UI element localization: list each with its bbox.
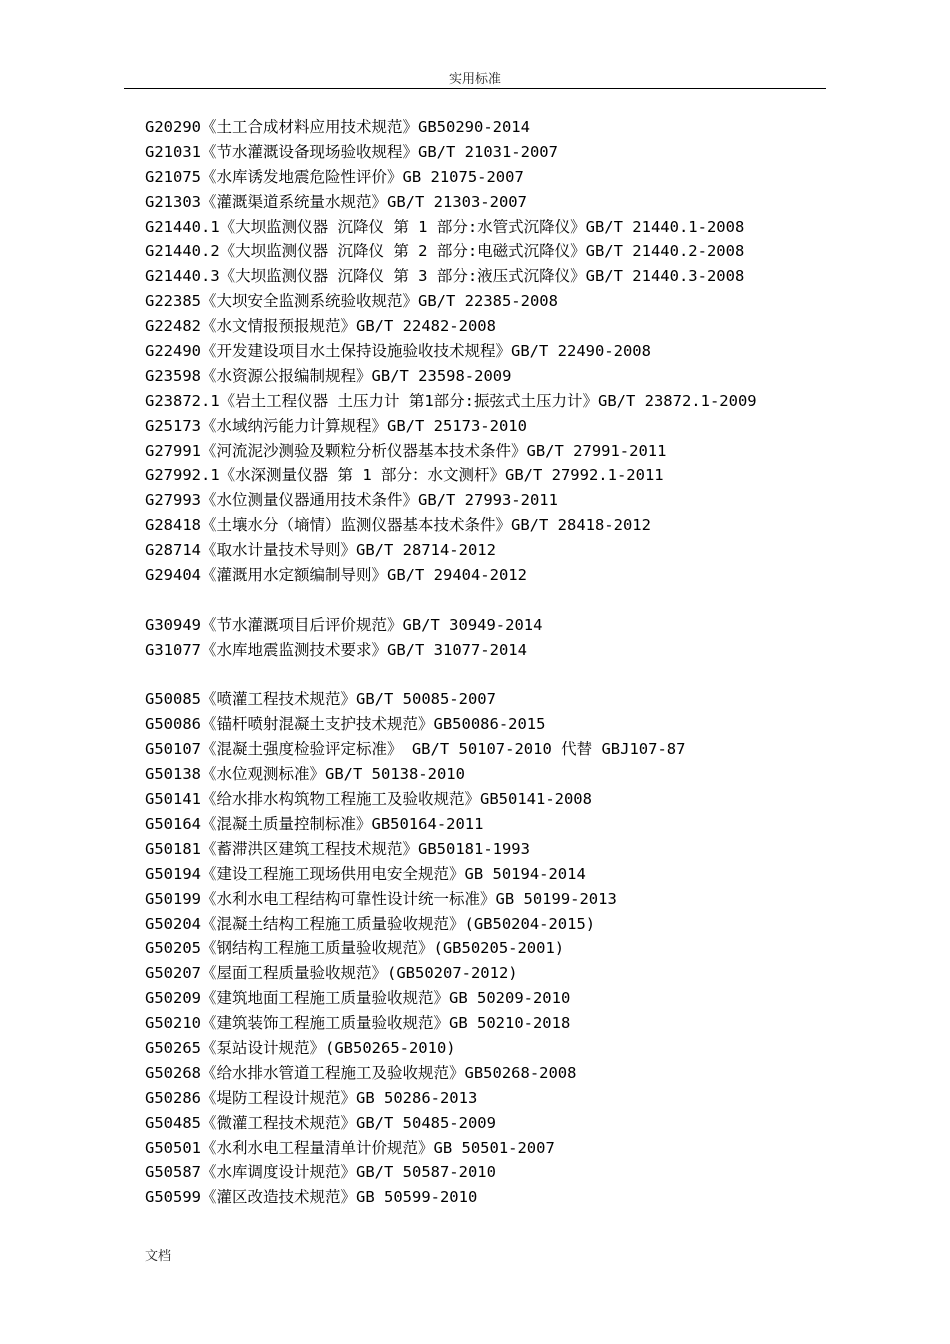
standard-entry: G23872.1《岩土工程仪器 土压力计 第1部分:振弦式土压力计》GB/T 23872.1-2009	[145, 391, 757, 410]
page-header-title: 实用标准	[448, 72, 501, 87]
standard-entry: G50587《水库调度设计规范》GB/T 50587-2010	[145, 1163, 496, 1182]
standard-entry: G50194《建设工程施工现场供用电安全规范》GB 50194-2014	[145, 864, 586, 883]
standard-entry: G21440.1《大坝监测仪器 沉降仪 第 1 部分:水管式沉降仪》GB/T 21440.1-2008	[145, 217, 745, 236]
standard-entry: G21303《灌溉渠道系统量水规范》GB/T 21303-2007	[145, 192, 527, 211]
standard-entry: G50164《混凝土质量控制标准》GB50164-2011	[145, 814, 484, 833]
standard-entry: G50599《灌区改造技术规范》GB 50599-2010	[145, 1188, 478, 1207]
standard-entry: G27993《水位测量仪器通用技术条件》GB/T 27993-2011	[145, 491, 558, 510]
standard-entry: G50138《水位观测标准》GB/T 50138-2010	[145, 765, 465, 784]
group-spacer	[145, 663, 835, 688]
standard-entry: G50209《建筑地面工程施工质量验收规范》GB 50209-2010	[145, 989, 571, 1008]
standard-entry: G30949《节水灌溉项目后评价规范》GB/T 30949-2014	[145, 615, 543, 634]
group-spacer	[145, 588, 835, 613]
standard-entry: G21075《水库诱发地震危险性评价》GB 21075-2007	[145, 167, 524, 186]
standard-entry: G50485《微灌工程技术规范》GB/T 50485-2009	[145, 1113, 496, 1132]
standard-entry: G50181《蓄滞洪区建筑工程技术规范》GB50181-1993	[145, 839, 530, 858]
standard-entry: G21031《节水灌溉设备现场验收规程》GB/T 21031-2007	[145, 142, 558, 161]
standard-entry: G50199《水利水电工程结构可靠性设计统一标准》GB 50199-2013	[145, 889, 617, 908]
standard-entry: G22490《开发建设项目水土保持设施验收技术规程》GB/T 22490-2008	[145, 342, 651, 361]
standard-entry: G27991《河流泥沙测验及颗粒分析仪器基本技术条件》GB/T 27991-2011	[145, 441, 667, 460]
standard-entry: G50501《水利水电工程量清单计价规范》GB 50501-2007	[145, 1138, 555, 1157]
page-footer-text: 文档	[145, 1249, 172, 1264]
standard-entry: G50107《混凝土强度检验评定标准》 GB/T 50107-2010 代替 GBJ107-87	[145, 740, 686, 759]
standard-entry: G50205《钢结构工程施工质量验收规范》(GB50205-2001)	[145, 939, 565, 958]
standard-entry: G50141《给水排水构筑物工程施工及验收规范》GB50141-2008	[145, 790, 592, 809]
header-divider	[124, 88, 826, 89]
standard-entry: G22482《水文情报预报规范》GB/T 22482-2008	[145, 317, 496, 336]
standard-entry: G27992.1《水深测量仪器 第 1 部分：水文测杆》GB/T 27992.1-2011	[145, 466, 664, 485]
standard-entry: G50086《锚杆喷射混凝土支护技术规范》GB50086-2015	[145, 715, 546, 734]
standard-entry: G28418《土壤水分（墒情）监测仪器基本技术条件》GB/T 28418-2012	[145, 516, 651, 535]
standard-entry: G21440.3《大坝监测仪器 沉降仪 第 3 部分:液压式沉降仪》GB/T 21440.3-2008	[145, 267, 745, 286]
standard-entry: G29404《灌溉用水定额编制导则》GB/T 29404-2012	[145, 566, 527, 585]
standard-entry: G50286《堤防工程设计规范》GB 50286-2013	[145, 1088, 478, 1107]
standard-entry: G50204《混凝土结构工程施工质量验收规范》(GB50204-2015)	[145, 914, 596, 933]
standard-entry: G21440.2《大坝监测仪器 沉降仪 第 2 部分:电磁式沉降仪》GB/T 21440.2-2008	[145, 242, 745, 261]
standard-entry: G25173《水域纳污能力计算规程》GB/T 25173-2010	[145, 416, 527, 435]
standard-entry: G50207《屋面工程质量验收规范》(GB50207-2012)	[145, 964, 518, 983]
standard-entry: G23598《水资源公报编制规程》GB/T 23598-2009	[145, 366, 512, 385]
standard-entry: G22385《大坝安全监测系统验收规范》GB/T 22385-2008	[145, 292, 558, 311]
standard-entry: G50085《喷灌工程技术规范》GB/T 50085-2007	[145, 690, 496, 709]
standard-entry: G31077《水库地震监测技术要求》GB/T 31077-2014	[145, 640, 527, 659]
standard-entry: G50268《给水排水管道工程施工及验收规范》GB50268-2008	[145, 1063, 577, 1082]
standards-list	[145, 115, 835, 1210]
standard-entry: G50210《建筑装饰工程施工质量验收规范》GB 50210-2018	[145, 1014, 571, 1033]
standard-entry: G50265《泵站设计规范》(GB50265-2010)	[145, 1038, 456, 1057]
standard-entry: G20290《土工合成材料应用技术规范》GB50290-2014	[145, 118, 530, 136]
standard-entry: G28714《取水计量技术导则》GB/T 28714-2012	[145, 541, 496, 560]
